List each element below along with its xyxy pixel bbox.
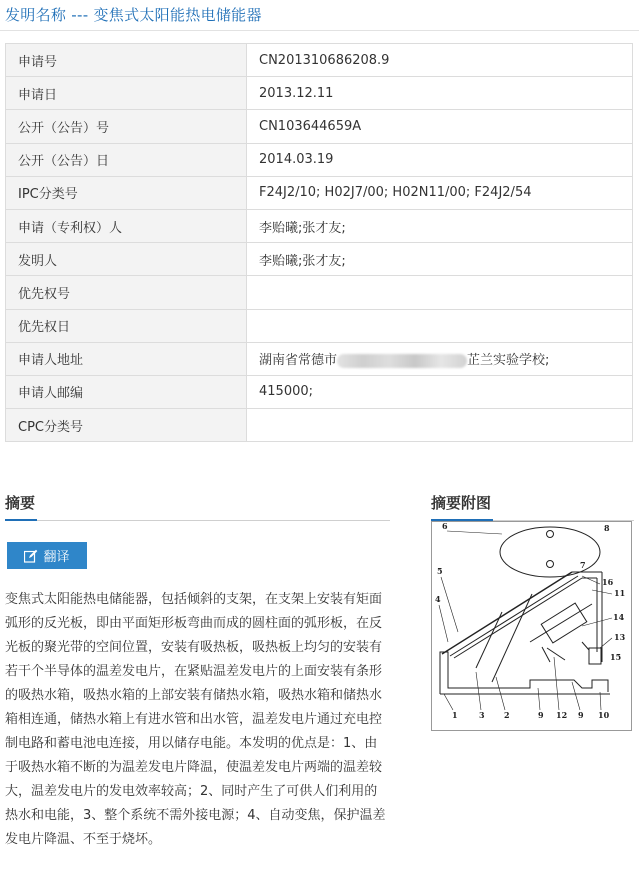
- base-frame-shape: [440, 652, 608, 694]
- row-value: 李贻曦;张才友;: [247, 243, 633, 276]
- edit-icon: [24, 549, 38, 563]
- table-row: [6, 243, 633, 276]
- svg-text:8: 8: [604, 523, 610, 533]
- svg-text:16: 16: [602, 577, 614, 587]
- heat-absorber: [454, 578, 582, 658]
- row-value: [247, 276, 633, 309]
- row-value: [247, 309, 633, 342]
- inlet-pipe-shape: [547, 531, 554, 538]
- translate-button[interactable]: [7, 542, 87, 569]
- row-key: IPC分类号: [6, 176, 247, 209]
- svg-text:15: 15: [610, 652, 622, 662]
- abstract-text: 变焦式太阳能热电储能器，包括倾斜的支架，在支架上安装有矩面弧形的反光板，即由平面矩形板弯曲而成的圆柱面的弧形板，在反光板的聚光带的空间位置，安装有吸热板，吸热板上均匀的安装有若干个半导体的温差发电片，在紧贴温差发电片的上面安装有条形的吸热水箱，吸热水箱的上部安装有储热水箱，吸热水箱和储热水箱相连通，储热水箱上有进水管和出水管，温差发电片通过充电控制电路和蓄电池电连接，用以储存电能。本发明的优点是：1、由于吸热水箱不断的为温差发电片降温，使温差发电片两端的温差较大，温差发电片的发电效率较高；2、同时产生了可供人们利用的热水和电能，3、整个系统不需外接电源；4、自动变焦，保护温差发电片降温、不至于烧坏。: [5, 592, 386, 847]
- battery-wire: [582, 642, 589, 650]
- outlet-pipe-shape: [547, 561, 554, 568]
- row-key: 优先权日: [6, 309, 247, 342]
- table-row: [6, 309, 633, 342]
- abstract-heading-underline: [5, 519, 37, 521]
- abstract-heading: 摘要: [5, 494, 36, 512]
- row-value: CN103644659A: [247, 110, 633, 143]
- redacted-address: [337, 354, 467, 368]
- connector-b: [547, 648, 565, 660]
- svg-text:9: 9: [538, 710, 544, 720]
- row-value: 李贻曦;张才友;: [247, 209, 633, 242]
- svg-text:1: 1: [452, 710, 458, 720]
- title-divider: [0, 30, 639, 31]
- row-key: 公开（公告）日: [6, 143, 247, 176]
- table-row: [6, 110, 633, 143]
- row-value: [247, 409, 633, 442]
- row-value: F24J2/10; H02J7/00; H02N11/00; F24J2/54: [247, 176, 633, 209]
- table-row: [6, 77, 633, 110]
- row-key: 发明人: [6, 243, 247, 276]
- row-key: 申请人地址: [6, 342, 247, 375]
- svg-text:13: 13: [614, 632, 626, 642]
- row-key: 优先权号: [6, 276, 247, 309]
- row-value: 2013.12.11: [247, 77, 633, 110]
- svg-text:3: 3: [479, 710, 485, 720]
- address-suffix: 芷兰实验学校;: [467, 353, 550, 369]
- svg-text:11: 11: [614, 588, 626, 598]
- row-value: 415000;: [247, 375, 633, 408]
- svg-text:7: 7: [580, 560, 586, 570]
- row-key: CPC分类号: [6, 409, 247, 442]
- svg-text:4: 4: [435, 594, 441, 604]
- svg-text:14: 14: [613, 612, 625, 622]
- table-row: [6, 143, 633, 176]
- pipe-line: [530, 604, 592, 642]
- row-key: 申请日: [6, 77, 247, 110]
- row-key: 申请人邮编: [6, 375, 247, 408]
- translate-label: 翻译: [43, 550, 70, 565]
- svg-text:12: 12: [556, 710, 568, 720]
- svg-text:5: 5: [437, 566, 443, 576]
- patent-drawing: [432, 522, 631, 730]
- table-row: [6, 176, 633, 209]
- abstract-figure: [431, 521, 632, 731]
- table-row: [6, 276, 633, 309]
- abstract-divider: [5, 520, 390, 521]
- svg-text:6: 6: [442, 522, 448, 531]
- svg-text:10: 10: [598, 710, 610, 720]
- address-prefix: 湖南省常德市: [259, 353, 338, 369]
- svg-text:9: 9: [578, 710, 584, 720]
- table-row: [6, 409, 633, 442]
- water-box-shape: [541, 603, 587, 643]
- row-value: 2014.03.19: [247, 143, 633, 176]
- svg-text:2: 2: [504, 710, 510, 720]
- table-row: [6, 44, 633, 77]
- figure-heading: 摘要附图: [431, 494, 492, 512]
- row-value: CN201310686208.9: [247, 44, 633, 77]
- row-key: 公开（公告）号: [6, 110, 247, 143]
- row-value: [247, 342, 633, 375]
- patent-info-table: [5, 43, 633, 442]
- table-row: [6, 209, 633, 242]
- table-row: [6, 375, 633, 408]
- reflector-inner: [450, 576, 578, 656]
- hatch-1: [476, 612, 502, 668]
- table-row: [6, 342, 633, 375]
- row-key: 申请（专利权）人: [6, 209, 247, 242]
- hatch-2: [492, 594, 532, 682]
- row-key: 申请号: [6, 44, 247, 77]
- invention-title: 发明名称 --- 变焦式太阳能热电储能器: [5, 6, 262, 24]
- battery-shape: [589, 648, 601, 664]
